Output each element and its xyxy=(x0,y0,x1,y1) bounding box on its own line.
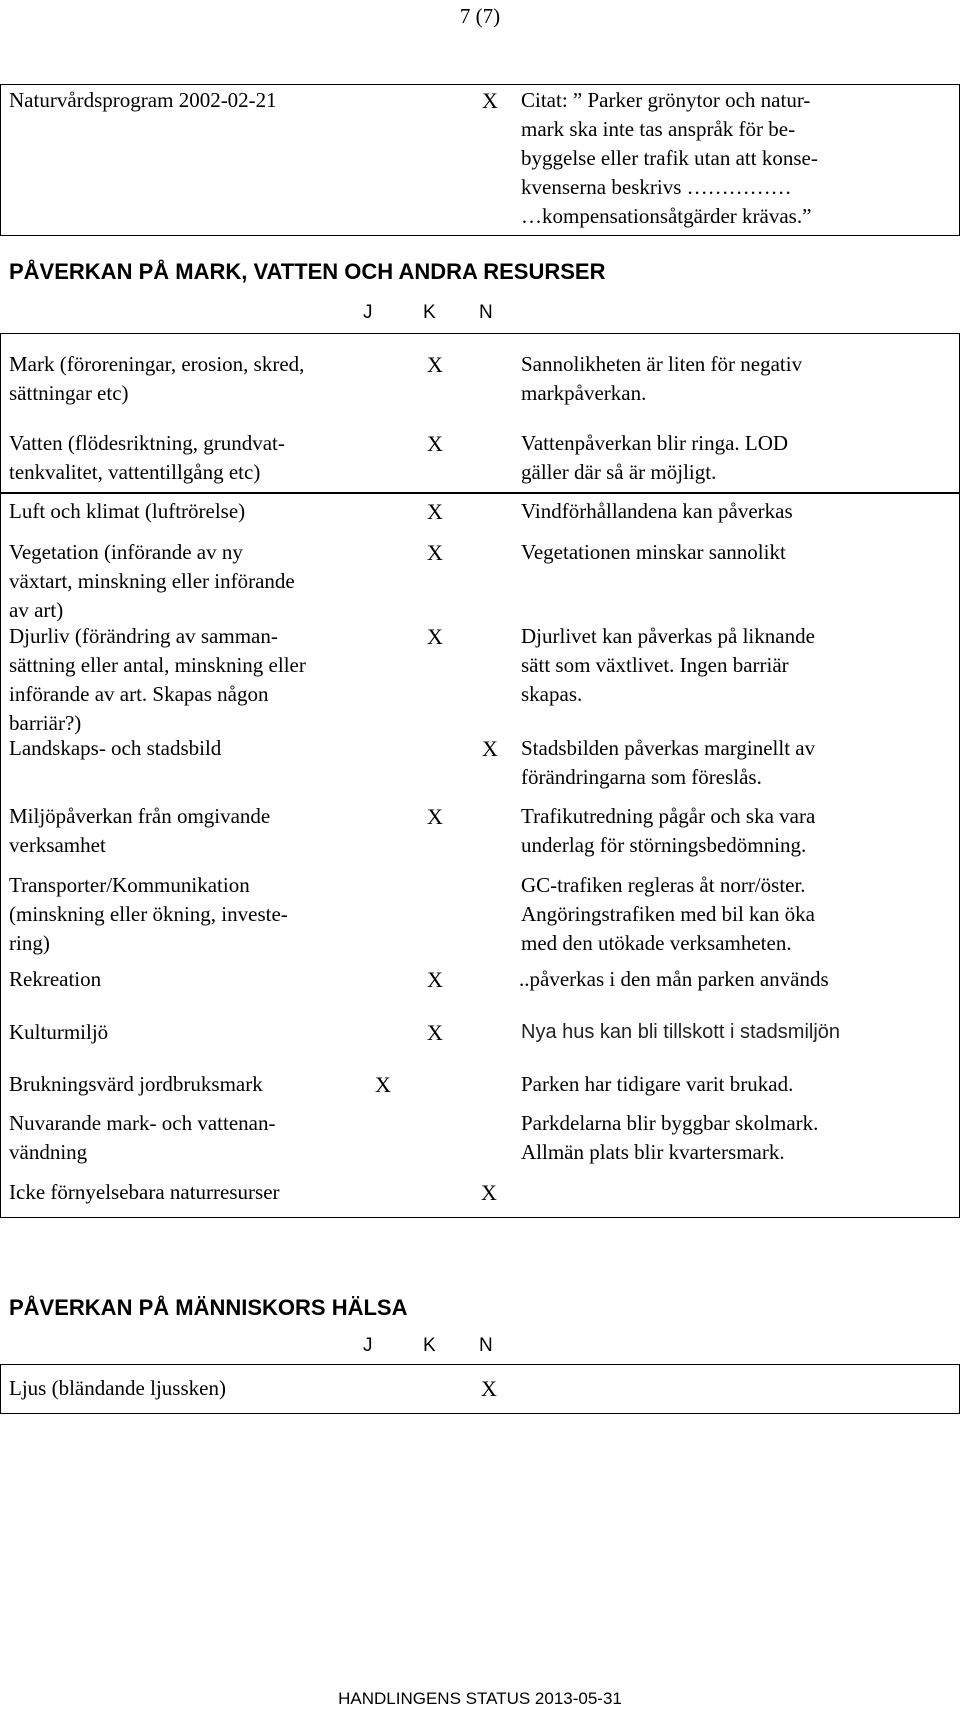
row-landskap-mark: X xyxy=(482,736,498,761)
row-mark-label: Mark (föroreningar, erosion, skred, sättningar etc) xyxy=(9,352,305,405)
row-luft-label: Luft och klimat (luftrörelse) xyxy=(9,499,246,523)
row-vegetation-label: Vegetation (införande av ny växtart, minskning eller införande av art) xyxy=(9,540,295,622)
row-kulturmiljo-label: Kulturmiljö xyxy=(9,1020,109,1044)
row-kulturmiljo-mark: X xyxy=(427,1020,443,1045)
naturvard-note: Citat: ” Parker grönytor och natur- mark ska inte tas anspråk för be- byggelse eller trafik utan att konse- kvenserna beskrivs …………… …kompensationsåtgärder krävas.” xyxy=(521,88,818,228)
row-djurliv-note: Djurlivet kan påverkas på liknande sätt som växtlivet. Ingen barriär skapas. xyxy=(521,624,815,706)
section1-row-divider xyxy=(0,492,960,494)
row-brukningsvard-mark: X xyxy=(375,1072,391,1097)
row-kulturmiljo-note: Nya hus kan bli tillskott i stadsmiljön xyxy=(521,1021,841,1043)
row-vatten-note: Vattenpåverkan blir ringa. LOD gäller där så är möjligt. xyxy=(521,431,789,484)
row-mark-note: Sannolikheten är liten för negativ markpåverkan. xyxy=(521,352,803,405)
row-miljopaverkan-note: Trafikutredning pågår och ska vara underlag för störningsbedömning. xyxy=(521,804,816,857)
footer-status: HANDLINGENS STATUS 2013-05-31 xyxy=(338,1689,622,1708)
section1-col-j: J xyxy=(363,302,373,323)
naturvard-label: Naturvårdsprogram 2002-02-21 xyxy=(9,88,277,112)
row-brukningsvard-note: Parken har tidigare varit brukad. xyxy=(521,1072,794,1096)
row-brukningsvard-label: Brukningsvärd jordbruksmark xyxy=(9,1072,263,1096)
section1-col-n: N xyxy=(479,302,493,323)
row-luft-mark: X xyxy=(427,499,443,524)
page-number: 7 (7) xyxy=(459,4,501,28)
row-ljus-label: Ljus (bländande ljussken) xyxy=(9,1376,226,1400)
row-landskap-label: Landskaps- och stadsbild xyxy=(9,736,222,760)
row-mark-mark: X xyxy=(427,352,443,377)
row-rekreation-mark: X xyxy=(427,967,443,992)
row-icke-fornyelsebara-label: Icke förnyelsebara naturresurser xyxy=(9,1180,280,1204)
section2-col-k: K xyxy=(423,1335,436,1356)
row-nuvarande-note: Parkdelarna blir byggbar skolmark. Allmän plats blir kvartersmark. xyxy=(521,1111,819,1164)
row-transporter-label: Transporter/Kommunikation (minskning eller ökning, investe- ring) xyxy=(9,873,288,955)
row-djurliv-mark: X xyxy=(427,624,443,649)
row-vatten-mark: X xyxy=(427,431,443,456)
row-luft-note: Vindförhållandena kan påverkas xyxy=(521,499,793,523)
row-rekreation-label: Rekreation xyxy=(9,967,102,991)
section2-col-j: J xyxy=(363,1335,373,1356)
row-transporter-note: GC-trafiken regleras åt norr/öster. Angöringstrafiken med bil kan öka med den utökade verksamheten. xyxy=(521,873,815,955)
section1-col-k: K xyxy=(423,302,436,323)
row-rekreation-note: ..påverkas i den mån parken används xyxy=(519,967,829,991)
row-miljopaverkan-mark: X xyxy=(427,804,443,829)
row-vatten-label: Vatten (flödesriktning, grundvat- tenkvalitet, vattentillgång etc) xyxy=(9,431,285,484)
row-vegetation-mark: X xyxy=(427,540,443,565)
row-djurliv-label: Djurliv (förändring av samman- sättning eller antal, minskning eller införande av art. Skapas någon barriär?) xyxy=(9,624,306,735)
section2-heading: PÅVERKAN PÅ MÄNNISKORS HÄLSA xyxy=(9,1295,408,1320)
row-miljopaverkan-label: Miljöpåverkan från omgivande verksamhet xyxy=(9,804,271,857)
row-nuvarande-label: Nuvarande mark- och vattenan- vändning xyxy=(9,1111,276,1164)
section1-heading: PÅVERKAN PÅ MARK, VATTEN OCH ANDRA RESURSER xyxy=(9,259,606,284)
row-ljus-mark: X xyxy=(481,1376,497,1401)
section2-col-n: N xyxy=(479,1335,493,1356)
naturvard-mark: X xyxy=(482,88,498,113)
row-vegetation-note: Vegetationen minskar sannolikt xyxy=(521,540,786,564)
row-landskap-note: Stadsbilden påverkas marginellt av förändringarna som föreslås. xyxy=(521,736,816,789)
row-icke-fornyelsebara-mark: X xyxy=(481,1180,497,1205)
